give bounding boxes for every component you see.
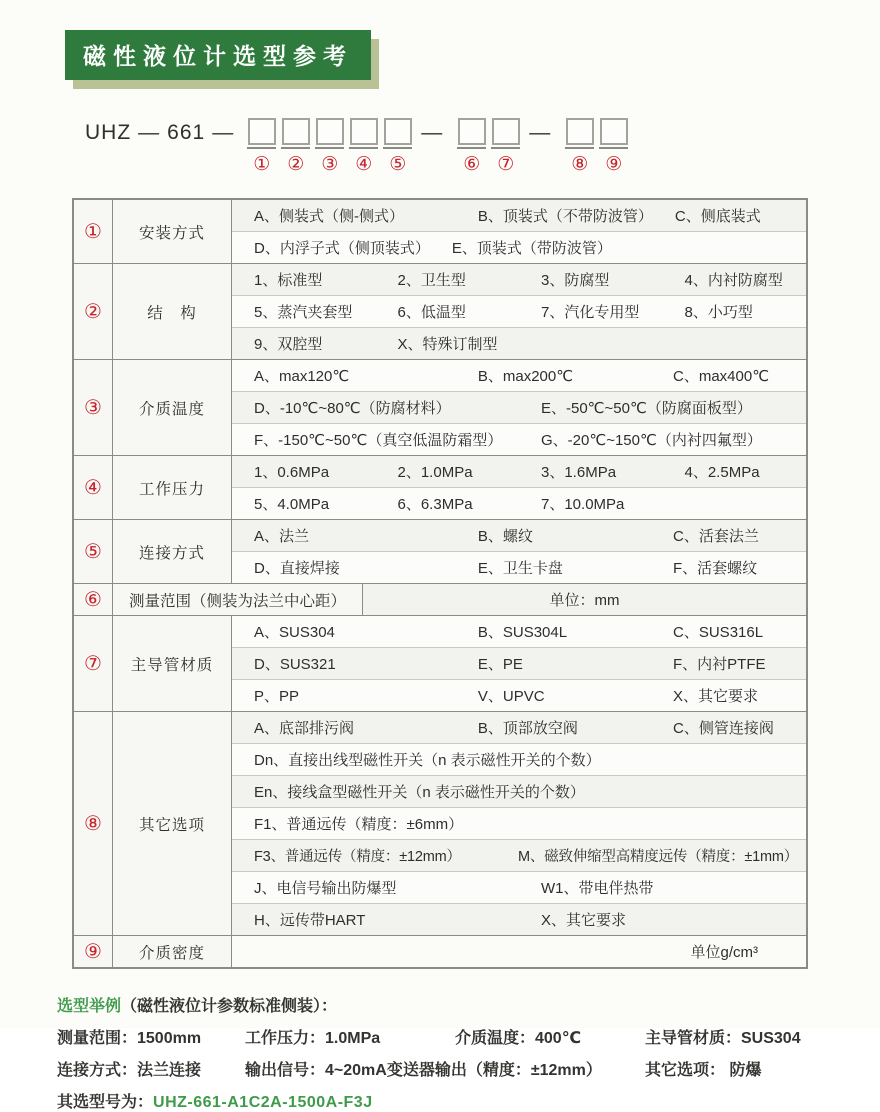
code-underline [247, 147, 276, 149]
group-options [232, 520, 806, 583]
unit-cell: 单位g/cm³ [690, 944, 758, 961]
option-row [232, 839, 806, 871]
option-row [232, 807, 806, 839]
option-cell: G、-20℃~150℃（内衬四氟型） [541, 432, 762, 449]
option-cell: F、内衬PTFE [673, 656, 766, 673]
example-parameter-row [57, 1025, 880, 1048]
code-slot [565, 118, 594, 175]
option-cell: F1、普通远传（精度：±6mm） [254, 816, 464, 833]
option-cell: E、-50℃~50℃（防腐面板型） [541, 400, 752, 417]
table-group-2 [74, 263, 806, 359]
page-title: 磁性液位计选型参考 [83, 43, 353, 69]
option-cell: 7、汽化专用型 [541, 304, 640, 321]
option-cell: 4、内衬防腐型 [684, 272, 783, 289]
example-param: 其它选项： 防爆 [645, 1062, 762, 1079]
option-cell: W1、带电伴热带 [541, 880, 654, 897]
option-row [232, 743, 806, 775]
digit-marker: ② [287, 153, 305, 175]
option-row [232, 264, 806, 295]
group-options [232, 616, 806, 711]
group-options [232, 200, 806, 263]
dash: — [212, 121, 235, 144]
option-cell: M、磁致伸缩型高精度远传（精度：±1mm） [518, 849, 799, 865]
code-slot [383, 118, 412, 175]
model-code-line [85, 116, 880, 175]
code-box [566, 118, 594, 145]
option-row [232, 616, 806, 647]
group-number: ① [74, 200, 113, 263]
option-cell: A、法兰 [254, 528, 310, 545]
example-result-line [57, 1089, 880, 1112]
code-underline [457, 147, 486, 149]
option-cell: 1、标准型 [254, 272, 323, 289]
option-cell: 2、卫生型 [397, 272, 466, 289]
option-row [232, 231, 806, 263]
code-box [282, 118, 310, 145]
option-cell: 5、蒸汽夹套型 [254, 304, 353, 321]
group-options [232, 360, 806, 455]
group-number: ③ [74, 360, 113, 455]
code-underline [315, 147, 344, 149]
table-group-7 [74, 615, 806, 711]
code-box [492, 118, 520, 145]
option-row [232, 679, 806, 711]
group-number: ② [74, 264, 113, 359]
option-row [232, 391, 806, 423]
code-underline [599, 147, 628, 149]
code-slot-group-2 [457, 118, 520, 175]
group-number: ⑦ [74, 616, 113, 711]
group-number: ④ [74, 456, 113, 519]
option-cell: Dn、直接出线型磁性开关（n 表示磁性开关的个数） [254, 752, 601, 769]
example-param: 主导管材质：SUS304 [645, 1030, 801, 1047]
example-parameter-row [57, 1057, 880, 1080]
code-underline [491, 147, 520, 149]
option-cell: X、其它要求 [541, 912, 627, 929]
code-underline [383, 147, 412, 149]
option-row [232, 295, 806, 327]
group-number: ⑧ [74, 712, 113, 935]
code-slot [349, 118, 378, 175]
digit-marker: ① [253, 153, 271, 175]
code-box [458, 118, 486, 145]
option-cell: B、顶装式（不带防波管） [477, 208, 653, 225]
option-cell: F3、普通远传（精度：±12mm） [254, 849, 461, 865]
option-row [232, 520, 806, 551]
option-row [232, 712, 806, 743]
option-row [232, 903, 806, 935]
option-row [232, 551, 806, 583]
model-prefix: UHZ [85, 121, 132, 144]
group-number: ⑥ [74, 584, 113, 615]
option-cell: F、-150℃~50℃（真空低温防霜型） [254, 432, 503, 449]
option-row [232, 871, 806, 903]
option-cell: 5、4.0MPa [254, 496, 330, 513]
option-row [232, 647, 806, 679]
group-label: 介质温度 [113, 360, 232, 455]
option-cell: C、侧底装式 [674, 208, 761, 225]
option-cell: D、内浮子式（侧顶装式） [254, 240, 430, 257]
group-label: 结 构 [113, 264, 232, 359]
dash: — [421, 121, 443, 144]
option-cell: B、螺纹 [477, 528, 533, 545]
option-cell: X、特殊订制型 [397, 336, 498, 353]
example-model-number: UHZ-661-A1C2A-1500A-F3J [153, 1094, 373, 1111]
code-slot [315, 118, 344, 175]
option-cell: A、SUS304 [254, 624, 335, 641]
selection-table [72, 198, 808, 969]
option-cell: 6、6.3MPa [397, 496, 473, 513]
option-cell: P、PP [254, 688, 300, 705]
code-slot [281, 118, 310, 175]
group-label: 其它选项 [113, 712, 232, 935]
group-number: ⑨ [74, 936, 113, 967]
option-cell: B、SUS304L [477, 624, 568, 641]
digit-marker: ⑧ [571, 153, 589, 175]
option-cell: A、max120℃ [254, 368, 350, 385]
option-cell: V、UPVC [477, 688, 545, 705]
option-cell: D、SUS321 [254, 656, 336, 673]
option-row [232, 327, 806, 359]
option-cell: A、底部排污阀 [254, 720, 355, 737]
digit-marker: ⑦ [497, 153, 515, 175]
page-title-banner [65, 30, 371, 80]
code-box [600, 118, 628, 145]
group-label: 主导管材质 [113, 616, 232, 711]
example-heading-rest: （磁性液位计参数标准侧装）： [121, 998, 338, 1015]
code-box [350, 118, 378, 145]
example-heading [57, 993, 880, 1016]
option-row [232, 423, 806, 455]
option-cell: E、顶装式（带防波管） [451, 240, 612, 257]
table-group-9 [74, 935, 806, 967]
option-cell: C、max400℃ [673, 368, 770, 385]
code-slot [599, 118, 628, 175]
code-slot [491, 118, 520, 175]
selection-example [57, 993, 880, 1112]
dash: — [529, 121, 551, 144]
group-label: 介质密度 [113, 936, 232, 967]
option-cell: 4、2.5MPa [684, 464, 760, 481]
table-group-3 [74, 359, 806, 455]
option-cell: C、活套法兰 [673, 528, 759, 545]
option-cell: 6、低温型 [397, 304, 466, 321]
option-cell: 8、小巧型 [684, 304, 753, 321]
example-param: 测量范围：1500mm [57, 1030, 202, 1047]
code-underline [565, 147, 594, 149]
code-slot-group-3 [565, 118, 628, 175]
option-row [232, 487, 806, 519]
example-param: 连接方式：法兰连接 [57, 1062, 202, 1079]
option-cell: 3、1.6MPa [541, 464, 617, 481]
option-cell: B、max200℃ [477, 368, 574, 385]
example-param: 输出信号：4~20mA变送器输出（精度：±12mm） [245, 1062, 602, 1079]
option-cell: X、其它要求 [673, 688, 759, 705]
unit-cell: 单位：mm [363, 584, 806, 615]
code-underline [349, 147, 378, 149]
option-cell: C、侧管连接阀 [673, 720, 774, 737]
option-cell: E、卫生卡盘 [477, 560, 563, 577]
option-cell: H、远传带HART [254, 912, 366, 929]
option-cell: 3、防腐型 [541, 272, 610, 289]
example-param: 工作压力：1.0MPa [245, 1030, 381, 1047]
group-options [232, 712, 806, 935]
group-number: ⑤ [74, 520, 113, 583]
digit-marker: ④ [355, 153, 373, 175]
option-row [232, 360, 806, 391]
option-row [232, 456, 806, 487]
group-options [232, 264, 806, 359]
table-group-1 [74, 200, 806, 263]
code-slot-group-1 [247, 118, 412, 175]
option-cell: A、侧装式（侧-侧式） [254, 208, 405, 225]
group-options [232, 456, 806, 519]
option-row [232, 200, 806, 231]
option-cell: E、PE [477, 656, 523, 673]
option-cell: 2、1.0MPa [397, 464, 473, 481]
code-box [248, 118, 276, 145]
digit-marker: ⑨ [605, 153, 623, 175]
model-code-area [85, 116, 880, 186]
table-group-8 [74, 711, 806, 935]
example-param: 介质温度：400℃ [455, 1030, 582, 1047]
option-cell: F、活套螺纹 [673, 560, 758, 577]
option-cell: En、接线盒型磁性开关（n 表示磁性开关的个数） [254, 784, 585, 801]
code-underline [281, 147, 310, 149]
table-group-6 [74, 583, 806, 615]
code-box [384, 118, 412, 145]
digit-marker: ⑤ [389, 153, 407, 175]
option-cell: 9、双腔型 [254, 336, 323, 353]
group-label: 工作压力 [113, 456, 232, 519]
option-cell: C、SUS316L [673, 624, 764, 641]
digit-marker: ⑥ [463, 153, 481, 175]
option-cell: J、电信号输出防爆型 [254, 880, 397, 897]
option-cell: D、-10℃~80℃（防腐材料） [254, 400, 451, 417]
group-label: 连接方式 [113, 520, 232, 583]
group-label: 安装方式 [113, 200, 232, 263]
model-series: 661 [167, 121, 206, 144]
option-cell: 7、10.0MPa [541, 496, 625, 513]
code-slot [457, 118, 486, 175]
option-row [232, 775, 806, 807]
option-cell: 1、0.6MPa [254, 464, 330, 481]
option-cell: D、直接焊接 [254, 560, 340, 577]
table-group-4 [74, 455, 806, 519]
code-box [316, 118, 344, 145]
code-slot [247, 118, 276, 175]
digit-marker: ③ [321, 153, 339, 175]
example-heading-highlight: 选型举例 [57, 998, 122, 1015]
example-result-label: 其选型号为： [57, 1094, 154, 1111]
option-cell: B、顶部放空阀 [477, 720, 578, 737]
dash: — [138, 121, 161, 144]
table-group-5 [74, 519, 806, 583]
group-label: 测量范围（侧装为法兰中心距） [113, 584, 363, 615]
